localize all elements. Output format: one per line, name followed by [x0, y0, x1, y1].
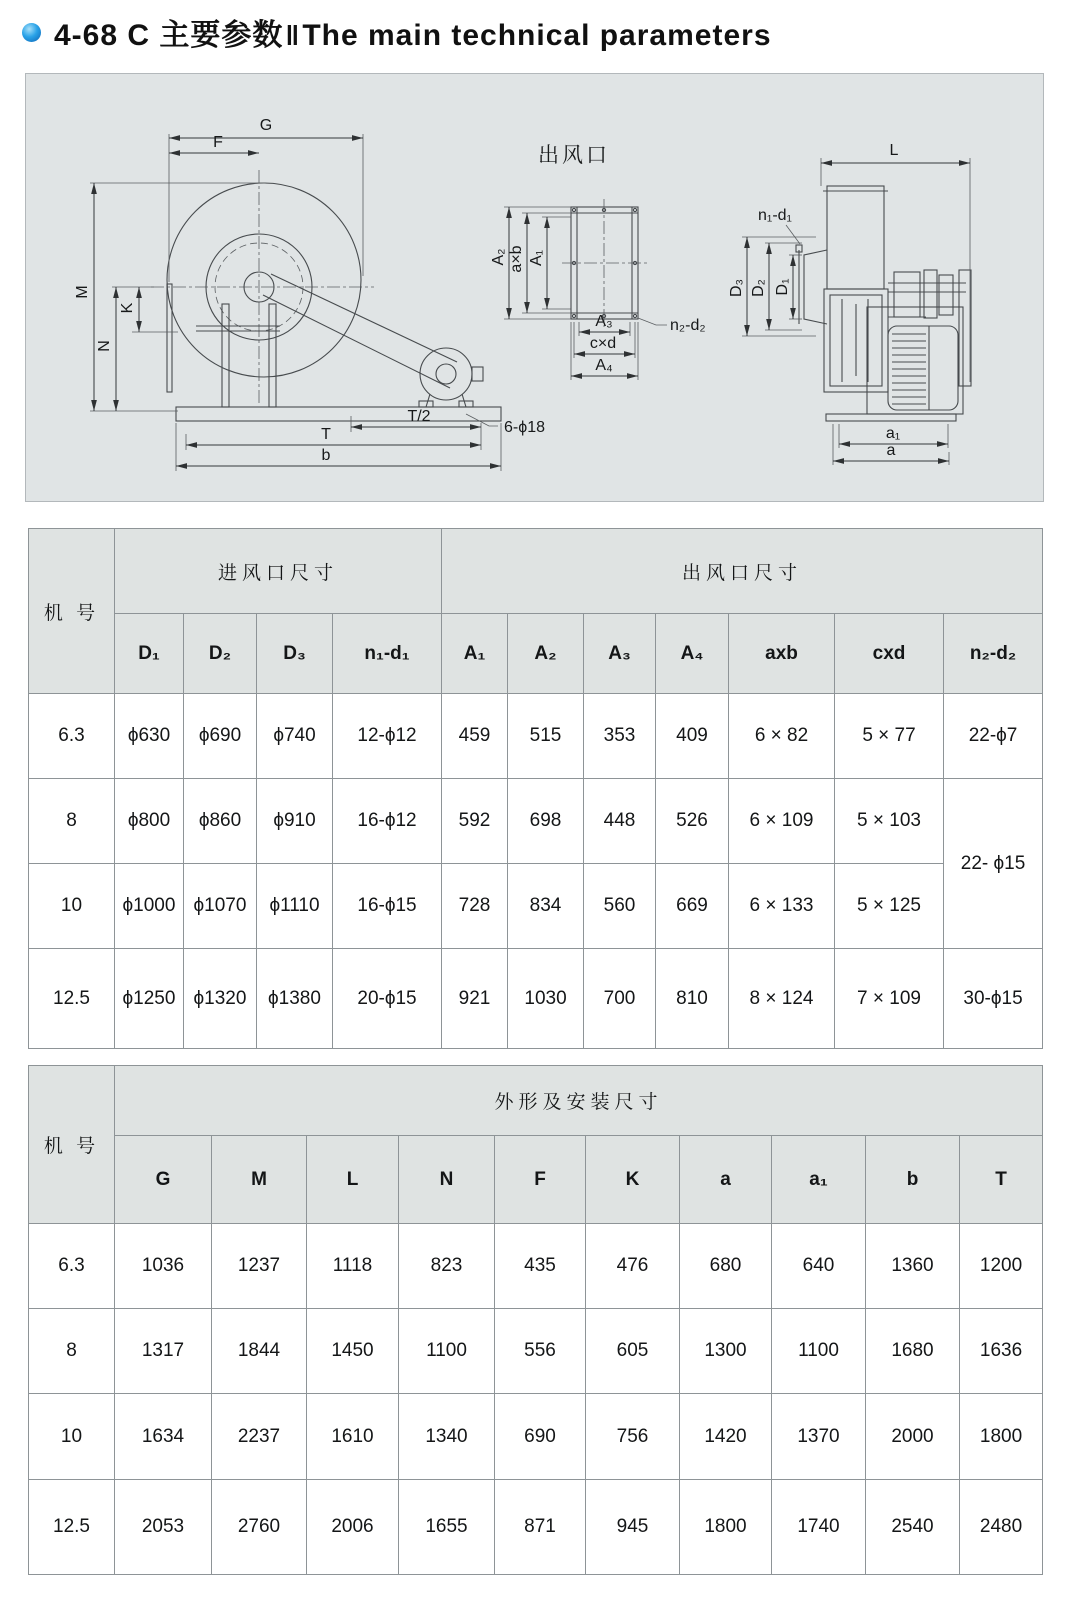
dim-label-b: b — [321, 447, 331, 464]
mounting-group-header: 外形及安装尺寸 — [115, 1066, 1043, 1136]
cell: ϕ690 — [184, 694, 257, 779]
cell: 20-ϕ15 — [333, 949, 442, 1049]
cell: ϕ1320 — [184, 949, 257, 1049]
cell: 2006 — [307, 1480, 399, 1575]
table-row — [29, 1224, 1043, 1309]
cell: 2540 — [866, 1480, 960, 1575]
cell: 6.3 — [29, 694, 115, 779]
col-header-F: F — [495, 1136, 586, 1224]
col-header-n2d2: n₂-d₂ — [944, 614, 1043, 694]
cell: 1100 — [399, 1309, 495, 1394]
inlet-outlet-dimension-table — [28, 528, 1043, 1049]
cell: 6 × 82 — [729, 694, 835, 779]
cell: 5 × 77 — [835, 694, 944, 779]
dim-label-G: G — [259, 117, 273, 134]
table-row — [29, 1480, 1043, 1575]
cell: ϕ1070 — [184, 864, 257, 949]
front-view-drawing — [151, 170, 501, 421]
dim-label-n1d1: n₁-d₁ — [758, 207, 792, 224]
col-header-a: a — [680, 1136, 772, 1224]
cell: 2480 — [960, 1480, 1043, 1575]
cell: 30-ϕ15 — [944, 949, 1043, 1049]
dim-label-T2: T/2 — [407, 408, 431, 425]
cell: 823 — [399, 1224, 495, 1309]
col-header-M: M — [212, 1136, 307, 1224]
cell: 1420 — [680, 1394, 772, 1480]
cell: 834 — [508, 864, 584, 949]
dim-label-a1: a₁ — [885, 425, 901, 442]
dim-label-D3: D₃ — [728, 278, 745, 298]
cell: 640 — [772, 1224, 866, 1309]
table-row — [29, 1309, 1043, 1394]
cell: 556 — [495, 1309, 586, 1394]
cell: 2760 — [212, 1480, 307, 1575]
technical-drawing-panel — [25, 73, 1044, 502]
dim-label-K: K — [119, 302, 136, 314]
cell: 12.5 — [29, 949, 115, 1049]
table-row — [29, 779, 1043, 864]
cell: 12-ϕ12 — [333, 694, 442, 779]
cell: 2000 — [866, 1394, 960, 1480]
table-row — [29, 1394, 1043, 1480]
cell: 1800 — [960, 1394, 1043, 1480]
cell: 1036 — [115, 1224, 212, 1309]
cell: 5 × 103 — [835, 779, 944, 864]
cell: 16-ϕ12 — [333, 779, 442, 864]
dim-label-bolt-holes: 6-ϕ18 — [504, 419, 545, 436]
dim-label-N: N — [96, 340, 113, 352]
cell: 921 — [442, 949, 508, 1049]
col-header-A3: A₃ — [584, 614, 656, 694]
cell: 1800 — [680, 1480, 772, 1575]
title-separator: ‖ — [285, 20, 301, 51]
cell: 8 × 124 — [729, 949, 835, 1049]
cell: 690 — [495, 1394, 586, 1480]
cell: ϕ1110 — [257, 864, 333, 949]
cell: 680 — [680, 1224, 772, 1309]
col-header-L: L — [307, 1136, 399, 1224]
inlet-group-header: 进风口尺寸 — [115, 529, 442, 614]
cell: 1450 — [307, 1309, 399, 1394]
cell: 8 — [29, 779, 115, 864]
cell: 728 — [442, 864, 508, 949]
group-header-row — [29, 529, 1043, 614]
outlet-view-title: 出风口 — [538, 144, 610, 167]
outlet-group-header: 出风口尺寸 — [442, 529, 1043, 614]
cell: 1634 — [115, 1394, 212, 1480]
cell: 1636 — [960, 1309, 1043, 1394]
machine-no-header: 机 号 — [29, 1066, 115, 1224]
dim-label-D2: D₂ — [750, 279, 767, 297]
title-zh: 4-68 C 主要参数 — [54, 19, 284, 52]
cell: ϕ860 — [184, 779, 257, 864]
cell: 16-ϕ15 — [333, 864, 442, 949]
cell: 12.5 — [29, 1480, 115, 1575]
cell: 1610 — [307, 1394, 399, 1480]
cell: 1740 — [772, 1480, 866, 1575]
col-header-b: b — [866, 1136, 960, 1224]
dim-label-n2d2: n₂-d₂ — [670, 317, 706, 334]
cell: 2237 — [212, 1394, 307, 1480]
col-header-A1: A₁ — [442, 614, 508, 694]
cell: 945 — [586, 1480, 680, 1575]
cell: ϕ1380 — [257, 949, 333, 1049]
group-header-row — [29, 1066, 1043, 1136]
table-row — [29, 949, 1043, 1049]
column-header-row — [29, 1136, 1043, 1224]
col-header-a1: a₁ — [772, 1136, 866, 1224]
fan-dimension-drawing — [26, 74, 1043, 501]
cell: 448 — [584, 779, 656, 864]
cell: 5 × 125 — [835, 864, 944, 949]
mounting-dimension-table — [28, 1065, 1043, 1575]
col-header-A2: A₂ — [508, 614, 584, 694]
col-header-A4: A₄ — [656, 614, 729, 694]
cell: 592 — [442, 779, 508, 864]
cell: 353 — [584, 694, 656, 779]
cell: 1200 — [960, 1224, 1043, 1309]
cell: 7 × 109 — [835, 949, 944, 1049]
cell: ϕ1000 — [115, 864, 184, 949]
cell: 409 — [656, 694, 729, 779]
cell: 700 — [584, 949, 656, 1049]
col-header-N: N — [399, 1136, 495, 1224]
cell: ϕ630 — [115, 694, 184, 779]
machine-no-header: 机 号 — [29, 529, 115, 694]
cell: 6 × 109 — [729, 779, 835, 864]
dim-label-cxd: c×d — [589, 335, 617, 352]
cell: ϕ800 — [115, 779, 184, 864]
cell: 6 × 133 — [729, 864, 835, 949]
outlet-view-dimensions — [490, 207, 706, 380]
dim-label-A3: A₃ — [595, 313, 613, 330]
cell-merged: 22- ϕ15 — [944, 779, 1043, 949]
cell: 8 — [29, 1309, 115, 1394]
cell: 1300 — [680, 1309, 772, 1394]
cell: 560 — [584, 864, 656, 949]
dim-label-A1: A₁ — [528, 249, 545, 267]
dim-label-F: F — [213, 134, 223, 151]
cell: 1844 — [212, 1309, 307, 1394]
table-row — [29, 864, 1043, 949]
title-line — [54, 10, 772, 54]
dim-label-L: L — [889, 142, 899, 159]
cell: 2053 — [115, 1480, 212, 1575]
cell: 605 — [586, 1309, 680, 1394]
dim-label-a: a — [886, 442, 896, 459]
cell: 1370 — [772, 1394, 866, 1480]
cell: 1360 — [866, 1224, 960, 1309]
cell: 1118 — [307, 1224, 399, 1309]
dim-label-M: M — [74, 285, 91, 299]
cell: 6.3 — [29, 1224, 115, 1309]
cell: ϕ1250 — [115, 949, 184, 1049]
cell: 10 — [29, 864, 115, 949]
title-en: The main technical parameters — [302, 19, 772, 52]
bullet-icon — [22, 23, 41, 42]
cell: 435 — [495, 1224, 586, 1309]
cell: 698 — [508, 779, 584, 864]
dim-label-T: T — [321, 426, 331, 443]
table-row — [29, 694, 1043, 779]
cell: 10 — [29, 1394, 115, 1480]
col-header-K: K — [586, 1136, 680, 1224]
side-view-drawing — [796, 186, 971, 421]
cell: 526 — [656, 779, 729, 864]
col-header-T: T — [960, 1136, 1043, 1224]
cell: 22-ϕ7 — [944, 694, 1043, 779]
cell: 871 — [495, 1480, 586, 1575]
cell: ϕ910 — [257, 779, 333, 864]
col-header-G: G — [115, 1136, 212, 1224]
cell: 810 — [656, 949, 729, 1049]
cell: 1237 — [212, 1224, 307, 1309]
cell: 1317 — [115, 1309, 212, 1394]
col-header-cxd: cxd — [835, 614, 944, 694]
cell: 1030 — [508, 949, 584, 1049]
dim-label-A2: A₂ — [490, 248, 507, 266]
page-title — [22, 10, 772, 54]
cell: 1655 — [399, 1480, 495, 1575]
cell: 459 — [442, 694, 508, 779]
front-view-dimensions — [74, 117, 545, 471]
cell: 756 — [586, 1394, 680, 1480]
cell: 476 — [586, 1224, 680, 1309]
col-header-n1d1: n₁-d₁ — [333, 614, 442, 694]
cell: 1680 — [866, 1309, 960, 1394]
dim-label-A4: A₄ — [595, 357, 613, 374]
cell: 515 — [508, 694, 584, 779]
dim-label-D1: D₁ — [774, 278, 791, 296]
col-header-D2: D₂ — [184, 614, 257, 694]
cell: 1340 — [399, 1394, 495, 1480]
cell: 669 — [656, 864, 729, 949]
dim-label-axb: a×b — [508, 245, 525, 273]
cell: ϕ740 — [257, 694, 333, 779]
col-header-D1: D₁ — [115, 614, 184, 694]
column-header-row — [29, 614, 1043, 694]
col-header-axb: axb — [729, 614, 835, 694]
cell: 1100 — [772, 1309, 866, 1394]
outlet-view-drawing — [538, 144, 647, 327]
col-header-D3: D₃ — [257, 614, 333, 694]
